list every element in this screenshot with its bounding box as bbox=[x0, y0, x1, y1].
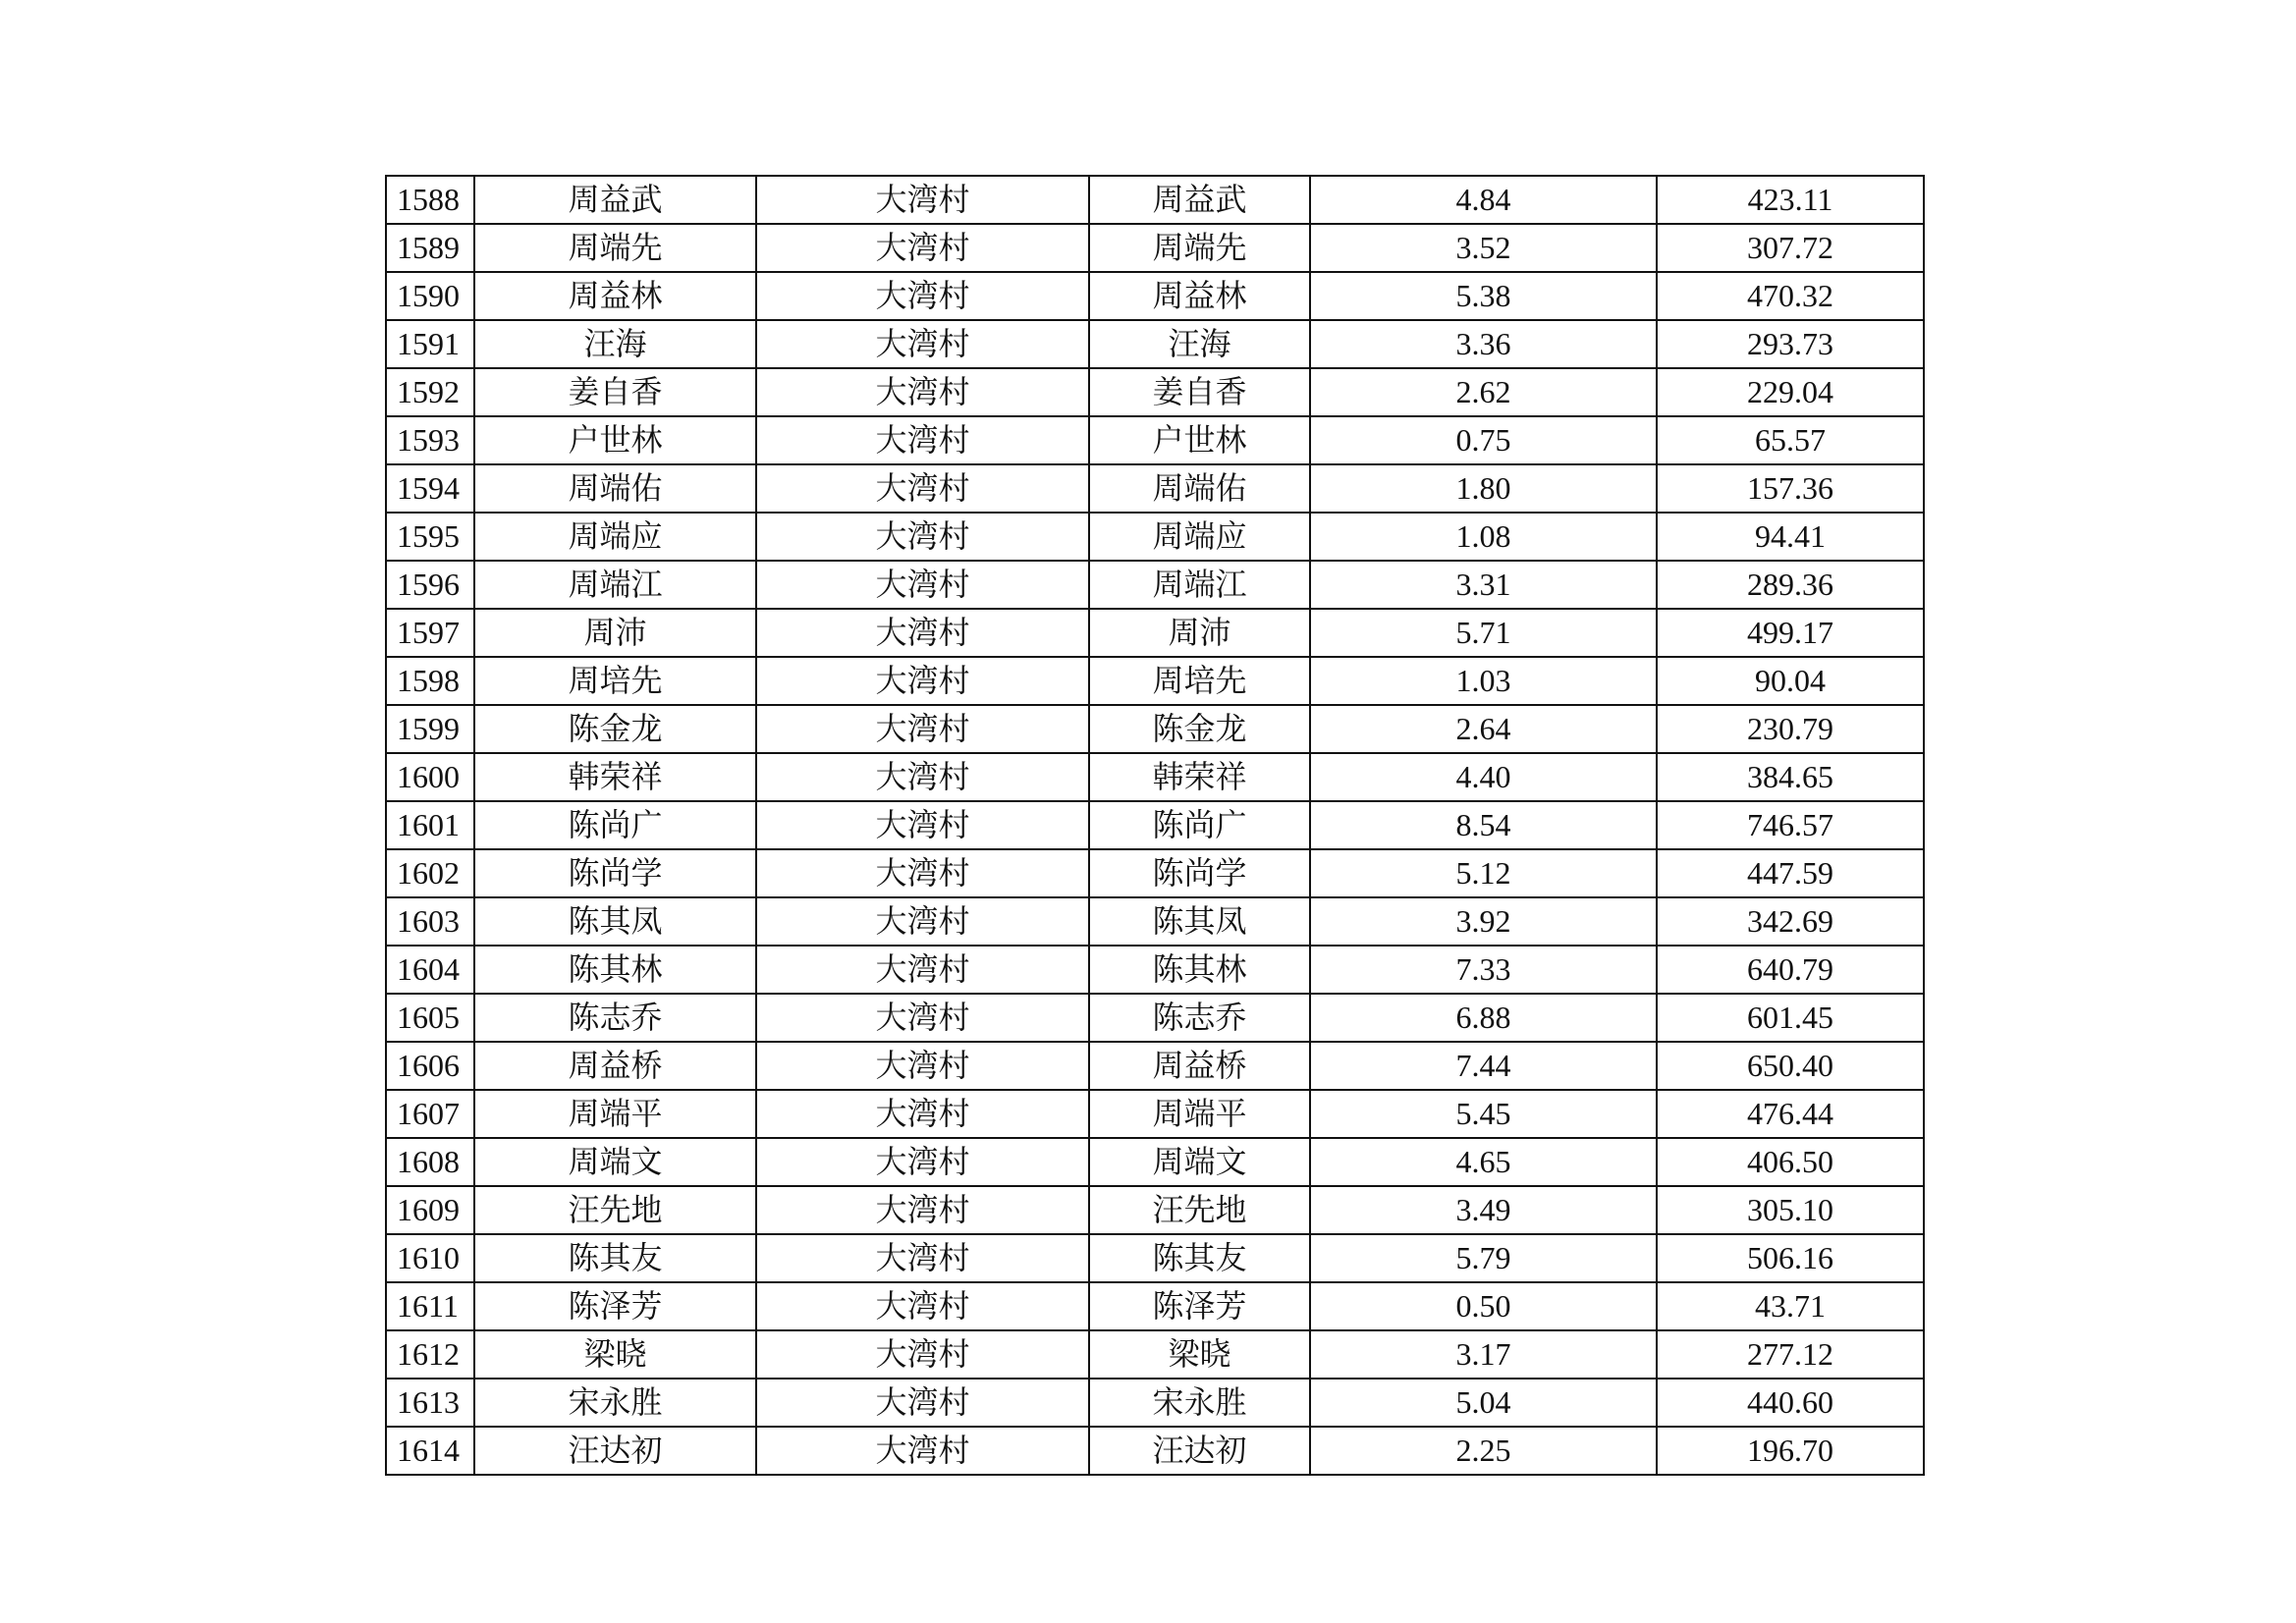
area-cell: 0.75 bbox=[1310, 416, 1657, 464]
amount-cell: 384.65 bbox=[1657, 753, 1924, 801]
village-cell: 大湾村 bbox=[756, 1234, 1089, 1282]
payee-cell: 陈其林 bbox=[1089, 946, 1310, 994]
amount-cell: 293.73 bbox=[1657, 320, 1924, 368]
amount-cell: 277.12 bbox=[1657, 1330, 1924, 1379]
row-number-cell: 1609 bbox=[386, 1186, 474, 1234]
village-cell: 大湾村 bbox=[756, 1379, 1089, 1427]
table-row bbox=[386, 753, 1924, 801]
village-cell: 大湾村 bbox=[756, 705, 1089, 753]
payee-cell: 陈志乔 bbox=[1089, 994, 1310, 1042]
table-row bbox=[386, 224, 1924, 272]
name-cell: 周沛 bbox=[474, 609, 756, 657]
name-cell: 陈其凤 bbox=[474, 897, 756, 946]
village-cell: 大湾村 bbox=[756, 994, 1089, 1042]
village-cell: 大湾村 bbox=[756, 464, 1089, 513]
area-cell: 2.25 bbox=[1310, 1427, 1657, 1475]
village-cell: 大湾村 bbox=[756, 753, 1089, 801]
table-row bbox=[386, 320, 1924, 368]
name-cell: 陈金龙 bbox=[474, 705, 756, 753]
table-row bbox=[386, 1330, 1924, 1379]
village-cell: 大湾村 bbox=[756, 416, 1089, 464]
payee-cell: 陈泽芳 bbox=[1089, 1282, 1310, 1330]
name-cell: 韩荣祥 bbox=[474, 753, 756, 801]
area-cell: 3.31 bbox=[1310, 561, 1657, 609]
village-cell: 大湾村 bbox=[756, 513, 1089, 561]
village-cell: 大湾村 bbox=[756, 224, 1089, 272]
table-row bbox=[386, 657, 1924, 705]
amount-cell: 440.60 bbox=[1657, 1379, 1924, 1427]
row-number-cell: 1603 bbox=[386, 897, 474, 946]
village-cell: 大湾村 bbox=[756, 1138, 1089, 1186]
row-number-cell: 1611 bbox=[386, 1282, 474, 1330]
payee-cell: 陈其凤 bbox=[1089, 897, 1310, 946]
row-number-cell: 1598 bbox=[386, 657, 474, 705]
area-cell: 5.04 bbox=[1310, 1379, 1657, 1427]
table-row bbox=[386, 513, 1924, 561]
row-number-cell: 1604 bbox=[386, 946, 474, 994]
table-row bbox=[386, 1042, 1924, 1090]
amount-cell: 423.11 bbox=[1657, 176, 1924, 224]
table-row bbox=[386, 1090, 1924, 1138]
village-cell: 大湾村 bbox=[756, 176, 1089, 224]
area-cell: 8.54 bbox=[1310, 801, 1657, 849]
name-cell: 周端文 bbox=[474, 1138, 756, 1186]
payee-cell: 周益武 bbox=[1089, 176, 1310, 224]
amount-cell: 90.04 bbox=[1657, 657, 1924, 705]
amount-cell: 746.57 bbox=[1657, 801, 1924, 849]
name-cell: 周培先 bbox=[474, 657, 756, 705]
village-cell: 大湾村 bbox=[756, 657, 1089, 705]
amount-cell: 650.40 bbox=[1657, 1042, 1924, 1090]
village-cell: 大湾村 bbox=[756, 801, 1089, 849]
row-number-cell: 1602 bbox=[386, 849, 474, 897]
payee-cell: 陈其友 bbox=[1089, 1234, 1310, 1282]
village-cell: 大湾村 bbox=[756, 1427, 1089, 1475]
area-cell: 3.92 bbox=[1310, 897, 1657, 946]
row-number-cell: 1597 bbox=[386, 609, 474, 657]
row-number-cell: 1595 bbox=[386, 513, 474, 561]
amount-cell: 406.50 bbox=[1657, 1138, 1924, 1186]
name-cell: 周端江 bbox=[474, 561, 756, 609]
village-cell: 大湾村 bbox=[756, 1330, 1089, 1379]
amount-cell: 305.10 bbox=[1657, 1186, 1924, 1234]
payee-cell: 周端平 bbox=[1089, 1090, 1310, 1138]
payee-cell: 梁晓 bbox=[1089, 1330, 1310, 1379]
area-cell: 3.49 bbox=[1310, 1186, 1657, 1234]
table-row bbox=[386, 368, 1924, 416]
area-cell: 3.17 bbox=[1310, 1330, 1657, 1379]
row-number-cell: 1601 bbox=[386, 801, 474, 849]
name-cell: 周益林 bbox=[474, 272, 756, 320]
payee-cell: 周端文 bbox=[1089, 1138, 1310, 1186]
row-number-cell: 1613 bbox=[386, 1379, 474, 1427]
payee-cell: 陈尚学 bbox=[1089, 849, 1310, 897]
area-cell: 7.33 bbox=[1310, 946, 1657, 994]
payee-cell: 周益林 bbox=[1089, 272, 1310, 320]
area-cell: 4.65 bbox=[1310, 1138, 1657, 1186]
area-cell: 1.80 bbox=[1310, 464, 1657, 513]
area-cell: 7.44 bbox=[1310, 1042, 1657, 1090]
area-cell: 5.45 bbox=[1310, 1090, 1657, 1138]
area-cell: 1.08 bbox=[1310, 513, 1657, 561]
village-cell: 大湾村 bbox=[756, 368, 1089, 416]
row-number-cell: 1590 bbox=[386, 272, 474, 320]
payee-cell: 周益桥 bbox=[1089, 1042, 1310, 1090]
table-row bbox=[386, 464, 1924, 513]
area-cell: 5.38 bbox=[1310, 272, 1657, 320]
name-cell: 汪先地 bbox=[474, 1186, 756, 1234]
row-number-cell: 1606 bbox=[386, 1042, 474, 1090]
village-cell: 大湾村 bbox=[756, 897, 1089, 946]
amount-cell: 229.04 bbox=[1657, 368, 1924, 416]
subsidy-table bbox=[385, 175, 1925, 1476]
area-cell: 5.79 bbox=[1310, 1234, 1657, 1282]
area-cell: 1.03 bbox=[1310, 657, 1657, 705]
payee-cell: 陈金龙 bbox=[1089, 705, 1310, 753]
table-row bbox=[386, 272, 1924, 320]
village-cell: 大湾村 bbox=[756, 320, 1089, 368]
row-number-cell: 1593 bbox=[386, 416, 474, 464]
table-row bbox=[386, 897, 1924, 946]
name-cell: 姜自香 bbox=[474, 368, 756, 416]
payee-cell: 韩荣祥 bbox=[1089, 753, 1310, 801]
name-cell: 周端应 bbox=[474, 513, 756, 561]
name-cell: 周端平 bbox=[474, 1090, 756, 1138]
amount-cell: 470.32 bbox=[1657, 272, 1924, 320]
payee-cell: 周端江 bbox=[1089, 561, 1310, 609]
row-number-cell: 1612 bbox=[386, 1330, 474, 1379]
amount-cell: 506.16 bbox=[1657, 1234, 1924, 1282]
table-row bbox=[386, 561, 1924, 609]
area-cell: 6.88 bbox=[1310, 994, 1657, 1042]
amount-cell: 476.44 bbox=[1657, 1090, 1924, 1138]
name-cell: 陈其友 bbox=[474, 1234, 756, 1282]
name-cell: 周端佑 bbox=[474, 464, 756, 513]
amount-cell: 196.70 bbox=[1657, 1427, 1924, 1475]
table-row bbox=[386, 946, 1924, 994]
area-cell: 5.71 bbox=[1310, 609, 1657, 657]
row-number-cell: 1607 bbox=[386, 1090, 474, 1138]
name-cell: 汪海 bbox=[474, 320, 756, 368]
area-cell: 3.36 bbox=[1310, 320, 1657, 368]
table-row bbox=[386, 1138, 1924, 1186]
table-row bbox=[386, 1427, 1924, 1475]
payee-cell: 周培先 bbox=[1089, 657, 1310, 705]
table-row bbox=[386, 994, 1924, 1042]
table-row bbox=[386, 801, 1924, 849]
row-number-cell: 1588 bbox=[386, 176, 474, 224]
row-number-cell: 1592 bbox=[386, 368, 474, 416]
table-row bbox=[386, 1282, 1924, 1330]
area-cell: 4.84 bbox=[1310, 176, 1657, 224]
name-cell: 陈尚学 bbox=[474, 849, 756, 897]
table-row bbox=[386, 1234, 1924, 1282]
village-cell: 大湾村 bbox=[756, 1282, 1089, 1330]
table-row bbox=[386, 849, 1924, 897]
area-cell: 5.12 bbox=[1310, 849, 1657, 897]
village-cell: 大湾村 bbox=[756, 609, 1089, 657]
name-cell: 陈尚广 bbox=[474, 801, 756, 849]
village-cell: 大湾村 bbox=[756, 1090, 1089, 1138]
table-row bbox=[386, 1379, 1924, 1427]
area-cell: 4.40 bbox=[1310, 753, 1657, 801]
row-number-cell: 1608 bbox=[386, 1138, 474, 1186]
village-cell: 大湾村 bbox=[756, 272, 1089, 320]
row-number-cell: 1594 bbox=[386, 464, 474, 513]
table-body bbox=[386, 176, 1924, 1475]
name-cell: 陈其林 bbox=[474, 946, 756, 994]
table-row bbox=[386, 705, 1924, 753]
name-cell: 周益武 bbox=[474, 176, 756, 224]
amount-cell: 94.41 bbox=[1657, 513, 1924, 561]
area-cell: 0.50 bbox=[1310, 1282, 1657, 1330]
name-cell: 陈志乔 bbox=[474, 994, 756, 1042]
row-number-cell: 1600 bbox=[386, 753, 474, 801]
payee-cell: 姜自香 bbox=[1089, 368, 1310, 416]
name-cell: 陈泽芳 bbox=[474, 1282, 756, 1330]
name-cell: 梁晓 bbox=[474, 1330, 756, 1379]
row-number-cell: 1596 bbox=[386, 561, 474, 609]
amount-cell: 289.36 bbox=[1657, 561, 1924, 609]
row-number-cell: 1614 bbox=[386, 1427, 474, 1475]
row-number-cell: 1605 bbox=[386, 994, 474, 1042]
payee-cell: 周端佑 bbox=[1089, 464, 1310, 513]
payee-cell: 周端先 bbox=[1089, 224, 1310, 272]
amount-cell: 230.79 bbox=[1657, 705, 1924, 753]
row-number-cell: 1589 bbox=[386, 224, 474, 272]
payee-cell: 陈尚广 bbox=[1089, 801, 1310, 849]
name-cell: 户世林 bbox=[474, 416, 756, 464]
area-cell: 2.64 bbox=[1310, 705, 1657, 753]
row-number-cell: 1591 bbox=[386, 320, 474, 368]
amount-cell: 601.45 bbox=[1657, 994, 1924, 1042]
village-cell: 大湾村 bbox=[756, 849, 1089, 897]
village-cell: 大湾村 bbox=[756, 946, 1089, 994]
payee-cell: 周沛 bbox=[1089, 609, 1310, 657]
row-number-cell: 1599 bbox=[386, 705, 474, 753]
amount-cell: 342.69 bbox=[1657, 897, 1924, 946]
row-number-cell: 1610 bbox=[386, 1234, 474, 1282]
name-cell: 周端先 bbox=[474, 224, 756, 272]
payee-cell: 户世林 bbox=[1089, 416, 1310, 464]
area-cell: 3.52 bbox=[1310, 224, 1657, 272]
name-cell: 宋永胜 bbox=[474, 1379, 756, 1427]
area-cell: 2.62 bbox=[1310, 368, 1657, 416]
payee-cell: 周端应 bbox=[1089, 513, 1310, 561]
amount-cell: 640.79 bbox=[1657, 946, 1924, 994]
name-cell: 汪达初 bbox=[474, 1427, 756, 1475]
table-row bbox=[386, 1186, 1924, 1234]
amount-cell: 157.36 bbox=[1657, 464, 1924, 513]
payee-cell: 汪海 bbox=[1089, 320, 1310, 368]
name-cell: 周益桥 bbox=[474, 1042, 756, 1090]
amount-cell: 65.57 bbox=[1657, 416, 1924, 464]
payee-cell: 宋永胜 bbox=[1089, 1379, 1310, 1427]
amount-cell: 307.72 bbox=[1657, 224, 1924, 272]
amount-cell: 499.17 bbox=[1657, 609, 1924, 657]
village-cell: 大湾村 bbox=[756, 1186, 1089, 1234]
payee-cell: 汪先地 bbox=[1089, 1186, 1310, 1234]
table-row bbox=[386, 176, 1924, 224]
amount-cell: 43.71 bbox=[1657, 1282, 1924, 1330]
payee-cell: 汪达初 bbox=[1089, 1427, 1310, 1475]
village-cell: 大湾村 bbox=[756, 1042, 1089, 1090]
table-row bbox=[386, 609, 1924, 657]
village-cell: 大湾村 bbox=[756, 561, 1089, 609]
amount-cell: 447.59 bbox=[1657, 849, 1924, 897]
table-row bbox=[386, 416, 1924, 464]
